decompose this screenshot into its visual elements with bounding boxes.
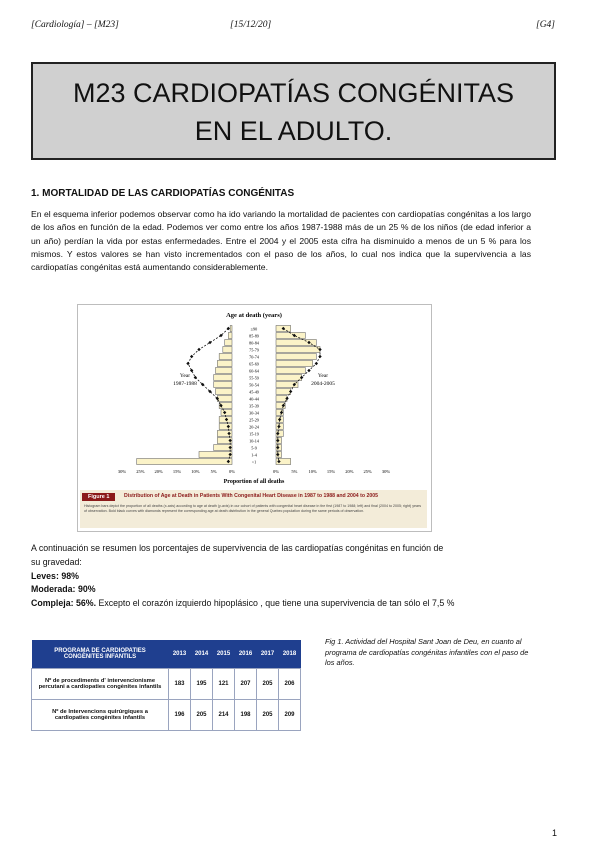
age-group-label: 10-14	[249, 438, 259, 444]
x-tick-label: 30%	[117, 469, 127, 474]
bar-1987-1988	[216, 368, 233, 374]
page-number: 1	[552, 828, 558, 838]
age-axis-title: Age at death (years)	[226, 312, 282, 319]
year-header: 2018	[279, 640, 301, 669]
figure-caption-panel	[80, 490, 427, 528]
table-cell: 195	[191, 669, 213, 700]
x-tick-label: 30%	[381, 469, 391, 474]
bar-1987-1988	[221, 410, 232, 416]
title-line-2: EN EL ADULTO.	[194, 116, 393, 146]
table-cell: 121	[213, 669, 235, 700]
row-label: Nº de procediments d' intervencionisme percutani a cardiopaties congènites infantils	[32, 669, 169, 700]
bar-1987-1988	[230, 326, 232, 332]
bar-1987-1988	[214, 382, 232, 388]
row-label: Nº de Intervencions quirúrgiques a cardiopaties congènites infantils	[32, 700, 169, 731]
survival-leves	[31, 570, 531, 584]
table-header-label: PROGRAMA DE CARDIOPATIES CONGÈNITES INFANTILS	[32, 640, 169, 669]
x-tick-label: 0%	[229, 469, 235, 474]
age-group-label: 35-39	[249, 403, 259, 409]
bar-1987-1988	[223, 347, 232, 353]
figure-caption	[325, 637, 530, 669]
x-tick-label: 5%	[291, 469, 298, 474]
age-group-label: 45-49	[249, 389, 259, 395]
right-year-range: 2004-2005	[311, 381, 335, 387]
x-tick-label: 20%	[345, 469, 354, 474]
table-cell: 205	[257, 669, 279, 700]
survival-moderada	[31, 583, 531, 597]
age-group-label: 5-9	[251, 445, 257, 451]
leves-value: 98%	[61, 570, 79, 581]
table-cell: 206	[279, 669, 301, 700]
header-left: [Cardiología] – [M23]	[31, 20, 119, 30]
bar-2004-2005	[276, 375, 302, 381]
table-cell: 198	[235, 700, 257, 731]
bar-1987-1988	[219, 354, 232, 360]
age-group-label: 40-44	[249, 396, 259, 402]
bar-2004-2005	[276, 389, 291, 395]
table-cell: 196	[169, 700, 191, 731]
table-row	[32, 669, 301, 700]
figure-mortality	[77, 304, 432, 532]
figure-badge: Figure 1	[82, 493, 115, 501]
program-table	[31, 640, 301, 731]
table-cell: 207	[235, 669, 257, 700]
leves-label: Leves:	[31, 570, 62, 581]
survival-block	[31, 542, 531, 611]
bar-1987-1988	[214, 375, 232, 381]
mortality-pyramid-chart	[78, 305, 431, 490]
title-box	[31, 62, 556, 160]
bar-1987-1988	[216, 389, 233, 395]
age-group-label: 65-69	[249, 361, 259, 367]
table-cell: 214	[213, 700, 235, 731]
age-group-label: 85-89	[249, 333, 259, 339]
bar-1987-1988	[137, 459, 232, 465]
age-group-label: 30-34	[249, 410, 259, 416]
bar-1987-1988	[219, 424, 232, 430]
x-tick-label: 25%	[136, 469, 145, 474]
compleja-label: Compleja:	[31, 598, 76, 609]
section-paragraph: En el esquema inferior podemos observar como ha ido variando la mortalidad de pacientes con cardiopatías congénitas a los largo de los años en función de la edad. Podemos ver como entre los años 1987-1988 más de un 25 % de los niños (de edad inferior a un año) perdían la vida por estas enfermedades. Entre el 2004 y el 2005 esta cifra ha disminuido a menos de un 5 % para los mismos. Y estos valores se han visto incrementados con el paso de los años, lo cual nos indica que la supervivencia a las cardiopatías congénitas está aumentando considerablemente.	[31, 209, 531, 273]
x-tick-label: 5%	[210, 469, 217, 474]
header-date: [15/12/20]	[230, 20, 272, 30]
x-tick-label: 10%	[191, 469, 200, 474]
table-cell: 205	[257, 700, 279, 731]
table-cell: 205	[191, 700, 213, 731]
year-header: 2017	[257, 640, 279, 669]
table-header-row	[32, 640, 301, 669]
left-year-range: 1987-1988	[173, 381, 197, 387]
right-year-label: Year	[317, 373, 329, 379]
survival-intro-2: su gravedad:	[31, 556, 82, 567]
year-header: 2013	[169, 640, 191, 669]
figure-caption-title: Distribution of Age at Death in Patients With Congenital Heart Disease in 1987 to 1988 and 2004 to 2005	[124, 493, 379, 499]
age-group-label: ≥90	[250, 326, 258, 332]
compleja-value: 56%.	[75, 598, 97, 609]
bar-1987-1988	[217, 361, 232, 367]
figcap-lead: Fig 1	[325, 637, 342, 646]
bar-2004-2005	[276, 354, 316, 360]
survival-compleja	[31, 597, 531, 611]
x-tick-label: 0%	[273, 469, 279, 474]
table-cell: 183	[169, 669, 191, 700]
age-group-label: 70-74	[249, 354, 259, 360]
x-tick-label: 15%	[326, 469, 336, 474]
year-header: 2016	[235, 640, 257, 669]
moderada-value: 90%	[77, 584, 96, 595]
title-line-1: M23 CARDIOPATÍAS CONGÉNITAS	[72, 78, 515, 108]
bar-1987-1988	[217, 396, 232, 402]
moderada-label: Moderada:	[31, 584, 78, 595]
left-year-label: Year	[179, 373, 191, 379]
age-group-label: 60-64	[249, 368, 259, 374]
age-group-label: 50-54	[249, 382, 259, 388]
bar-2004-2005	[276, 361, 313, 367]
section-heading: 1. MORTALIDAD DE LAS CARDIOPATÍAS CONGÉNITAS	[31, 188, 295, 199]
age-group-label: 75-79	[249, 347, 259, 353]
age-group-label: 20-24	[249, 424, 259, 430]
bar-1987-1988	[228, 333, 232, 339]
header-group: [G4]	[536, 20, 556, 30]
age-group-label: 1-4	[251, 452, 257, 458]
figcap-text: . Actividad del Hospital Sant Joan de Deu, en cuanto al programa de cardiopatías congénitas infantiles con el paso de los años.	[325, 637, 529, 667]
bar-2004-2005	[276, 368, 305, 374]
age-group-label: 15-19	[249, 431, 259, 437]
x-axis-label: Proportion of all deaths	[223, 479, 285, 485]
bar-1987-1988	[199, 452, 232, 458]
diamond-marker	[190, 369, 193, 372]
figure-caption-desc: Histogram bars depict the proportion of all deaths (x-axis) according to age at death (y-axis) in our cohort of patients with congenital heart disease in the first (1987 to 1988; left) and final (2004 to 2005; right) years of observation. Bold black curves with diamonds represent the corresponding age at death distribution in the general Quebec population during the same periods of observation.	[84, 504, 421, 513]
bar-2004-2005	[276, 347, 320, 353]
bar-1987-1988	[225, 340, 232, 346]
age-group-label: 80-84	[249, 340, 259, 346]
age-group-label: <1	[251, 459, 257, 465]
compleja-note: Excepto el corazón izquierdo hipoplásico , que tiene una supervivencia de tan sólo el 7,5 %	[96, 598, 455, 609]
x-tick-label: 25%	[363, 469, 372, 474]
survival-intro: A continuación se resumen los porcentajes de supervivencia de las cardiopatías congénitas en función de	[31, 543, 444, 553]
x-tick-label: 15%	[172, 469, 182, 474]
year-header: 2014	[191, 640, 213, 669]
x-tick-label: 20%	[154, 469, 163, 474]
table-cell: 209	[279, 700, 301, 731]
age-group-label: 55-59	[249, 375, 259, 381]
table-row	[32, 700, 301, 731]
age-group-label: 25-29	[249, 417, 259, 423]
x-tick-label: 10%	[308, 469, 317, 474]
year-header: 2015	[213, 640, 235, 669]
